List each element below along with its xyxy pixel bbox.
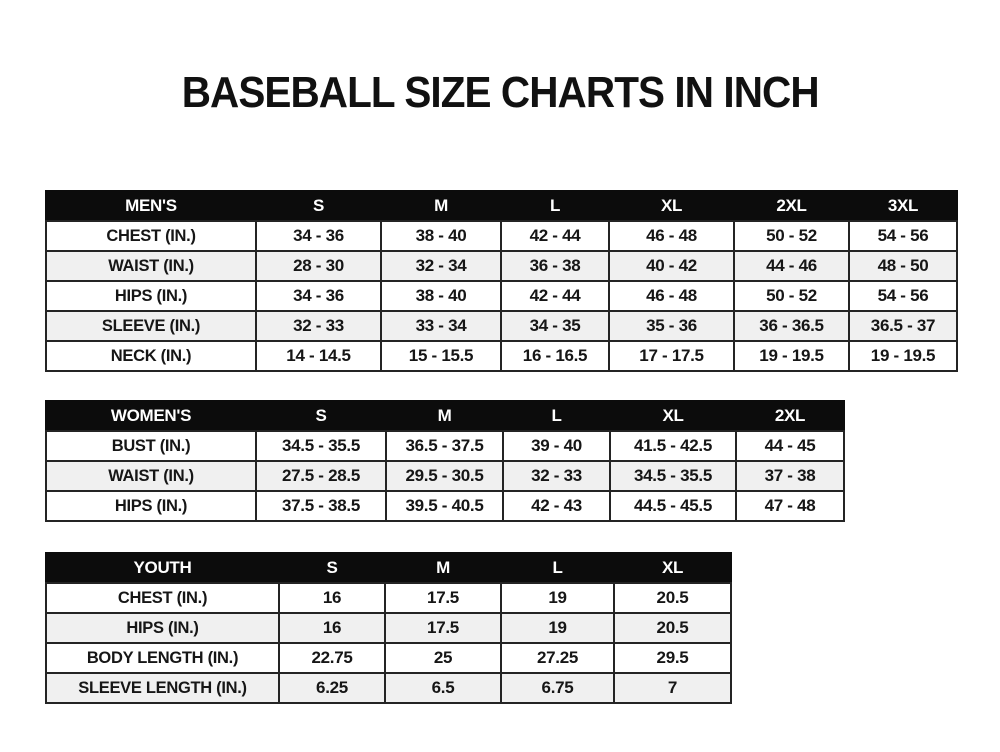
womens-category-header: WOMEN'S xyxy=(46,401,256,431)
mens-size-value: 28 - 30 xyxy=(256,251,381,281)
youth-category-header: YOUTH xyxy=(46,553,279,583)
mens-size-value: 42 - 44 xyxy=(501,281,609,311)
youth-size-value: 7 xyxy=(614,673,731,703)
mens-size-value: 40 - 42 xyxy=(609,251,734,281)
mens-size-value: 32 - 33 xyxy=(256,311,381,341)
mens-size-value: 54 - 56 xyxy=(849,281,957,311)
youth-measurement-label: HIPS (IN.) xyxy=(46,613,279,643)
womens-measurement-row xyxy=(46,431,844,461)
youth-size-header: S xyxy=(279,553,385,583)
mens-size-value: 17 - 17.5 xyxy=(609,341,734,371)
mens-size-value: 50 - 52 xyxy=(734,221,849,251)
mens-size-value: 36.5 - 37 xyxy=(849,311,957,341)
mens-measurement-label: NECK (IN.) xyxy=(46,341,256,371)
youth-measurement-label: SLEEVE LENGTH (IN.) xyxy=(46,673,279,703)
youth-size-value: 6.75 xyxy=(501,673,614,703)
mens-measurement-row xyxy=(46,251,957,281)
womens-measurement-label: WAIST (IN.) xyxy=(46,461,256,491)
mens-size-header: S xyxy=(256,191,381,221)
youth-size-value: 19 xyxy=(501,583,614,613)
womens-size-value: 37 - 38 xyxy=(736,461,844,491)
mens-size-value: 32 - 34 xyxy=(381,251,501,281)
youth-size-value: 16 xyxy=(279,583,385,613)
womens-size-header: L xyxy=(503,401,610,431)
womens-size-value: 39.5 - 40.5 xyxy=(386,491,503,521)
mens-size-value: 34 - 35 xyxy=(501,311,609,341)
youth-size-value: 6.5 xyxy=(385,673,501,703)
womens-size-value: 41.5 - 42.5 xyxy=(610,431,736,461)
youth-size-value: 25 xyxy=(385,643,501,673)
womens-size-header: XL xyxy=(610,401,736,431)
youth-measurement-row xyxy=(46,673,731,703)
mens-measurement-row xyxy=(46,221,957,251)
womens-measurement-label: BUST (IN.) xyxy=(46,431,256,461)
womens-measurement-label: HIPS (IN.) xyxy=(46,491,256,521)
youth-size-table xyxy=(45,552,732,704)
mens-size-value: 46 - 48 xyxy=(609,221,734,251)
youth-measurement-row xyxy=(46,643,731,673)
mens-measurement-label: CHEST (IN.) xyxy=(46,221,256,251)
mens-measurement-label: SLEEVE (IN.) xyxy=(46,311,256,341)
page-title-text: BASEBALL SIZE CHARTS IN INCH xyxy=(181,68,819,117)
mens-measurement-label: WAIST (IN.) xyxy=(46,251,256,281)
mens-size-value: 34 - 36 xyxy=(256,281,381,311)
youth-size-value: 27.25 xyxy=(501,643,614,673)
mens-size-value: 38 - 40 xyxy=(381,221,501,251)
mens-size-value: 36 - 36.5 xyxy=(734,311,849,341)
mens-measurement-label: HIPS (IN.) xyxy=(46,281,256,311)
mens-measurement-row xyxy=(46,281,957,311)
mens-size-table xyxy=(45,190,958,372)
youth-size-value: 20.5 xyxy=(614,583,731,613)
mens-size-value: 16 - 16.5 xyxy=(501,341,609,371)
mens-size-value: 36 - 38 xyxy=(501,251,609,281)
youth-header-row xyxy=(46,553,731,583)
youth-size-value: 17.5 xyxy=(385,613,501,643)
womens-size-value: 42 - 43 xyxy=(503,491,610,521)
womens-size-value: 44.5 - 45.5 xyxy=(610,491,736,521)
womens-size-header: S xyxy=(256,401,386,431)
mens-size-value: 42 - 44 xyxy=(501,221,609,251)
womens-size-value: 39 - 40 xyxy=(503,431,610,461)
youth-measurement-label: BODY LENGTH (IN.) xyxy=(46,643,279,673)
mens-size-value: 44 - 46 xyxy=(734,251,849,281)
mens-size-value: 46 - 48 xyxy=(609,281,734,311)
womens-size-value: 37.5 - 38.5 xyxy=(256,491,386,521)
womens-size-header: M xyxy=(386,401,503,431)
youth-size-header: XL xyxy=(614,553,731,583)
womens-size-table xyxy=(45,400,845,522)
youth-size-header: M xyxy=(385,553,501,583)
youth-size-value: 17.5 xyxy=(385,583,501,613)
youth-size-value: 20.5 xyxy=(614,613,731,643)
mens-size-value: 33 - 34 xyxy=(381,311,501,341)
mens-size-header: M xyxy=(381,191,501,221)
mens-size-header: L xyxy=(501,191,609,221)
mens-size-value: 14 - 14.5 xyxy=(256,341,381,371)
youth-size-value: 6.25 xyxy=(279,673,385,703)
womens-size-value: 29.5 - 30.5 xyxy=(386,461,503,491)
mens-size-header: XL xyxy=(609,191,734,221)
mens-header-row xyxy=(46,191,957,221)
womens-header-row xyxy=(46,401,844,431)
womens-size-value: 47 - 48 xyxy=(736,491,844,521)
mens-size-value: 19 - 19.5 xyxy=(849,341,957,371)
page-title xyxy=(0,68,1000,118)
womens-size-value: 34.5 - 35.5 xyxy=(610,461,736,491)
youth-measurement-row xyxy=(46,613,731,643)
youth-size-header: L xyxy=(501,553,614,583)
womens-size-value: 36.5 - 37.5 xyxy=(386,431,503,461)
womens-measurement-row xyxy=(46,491,844,521)
mens-size-header: 3XL xyxy=(849,191,957,221)
mens-size-value: 19 - 19.5 xyxy=(734,341,849,371)
mens-size-value: 34 - 36 xyxy=(256,221,381,251)
womens-size-value: 32 - 33 xyxy=(503,461,610,491)
mens-size-value: 38 - 40 xyxy=(381,281,501,311)
womens-size-value: 34.5 - 35.5 xyxy=(256,431,386,461)
womens-size-value: 27.5 - 28.5 xyxy=(256,461,386,491)
womens-measurement-row xyxy=(46,461,844,491)
mens-size-header: 2XL xyxy=(734,191,849,221)
mens-size-value: 48 - 50 xyxy=(849,251,957,281)
youth-size-value: 29.5 xyxy=(614,643,731,673)
youth-measurement-label: CHEST (IN.) xyxy=(46,583,279,613)
womens-size-value: 44 - 45 xyxy=(736,431,844,461)
mens-measurement-row xyxy=(46,311,957,341)
mens-measurement-row xyxy=(46,341,957,371)
mens-size-value: 54 - 56 xyxy=(849,221,957,251)
mens-size-value: 15 - 15.5 xyxy=(381,341,501,371)
youth-size-value: 22.75 xyxy=(279,643,385,673)
youth-size-value: 19 xyxy=(501,613,614,643)
womens-size-header: 2XL xyxy=(736,401,844,431)
youth-measurement-row xyxy=(46,583,731,613)
mens-category-header: MEN'S xyxy=(46,191,256,221)
mens-size-value: 50 - 52 xyxy=(734,281,849,311)
mens-size-value: 35 - 36 xyxy=(609,311,734,341)
youth-size-value: 16 xyxy=(279,613,385,643)
